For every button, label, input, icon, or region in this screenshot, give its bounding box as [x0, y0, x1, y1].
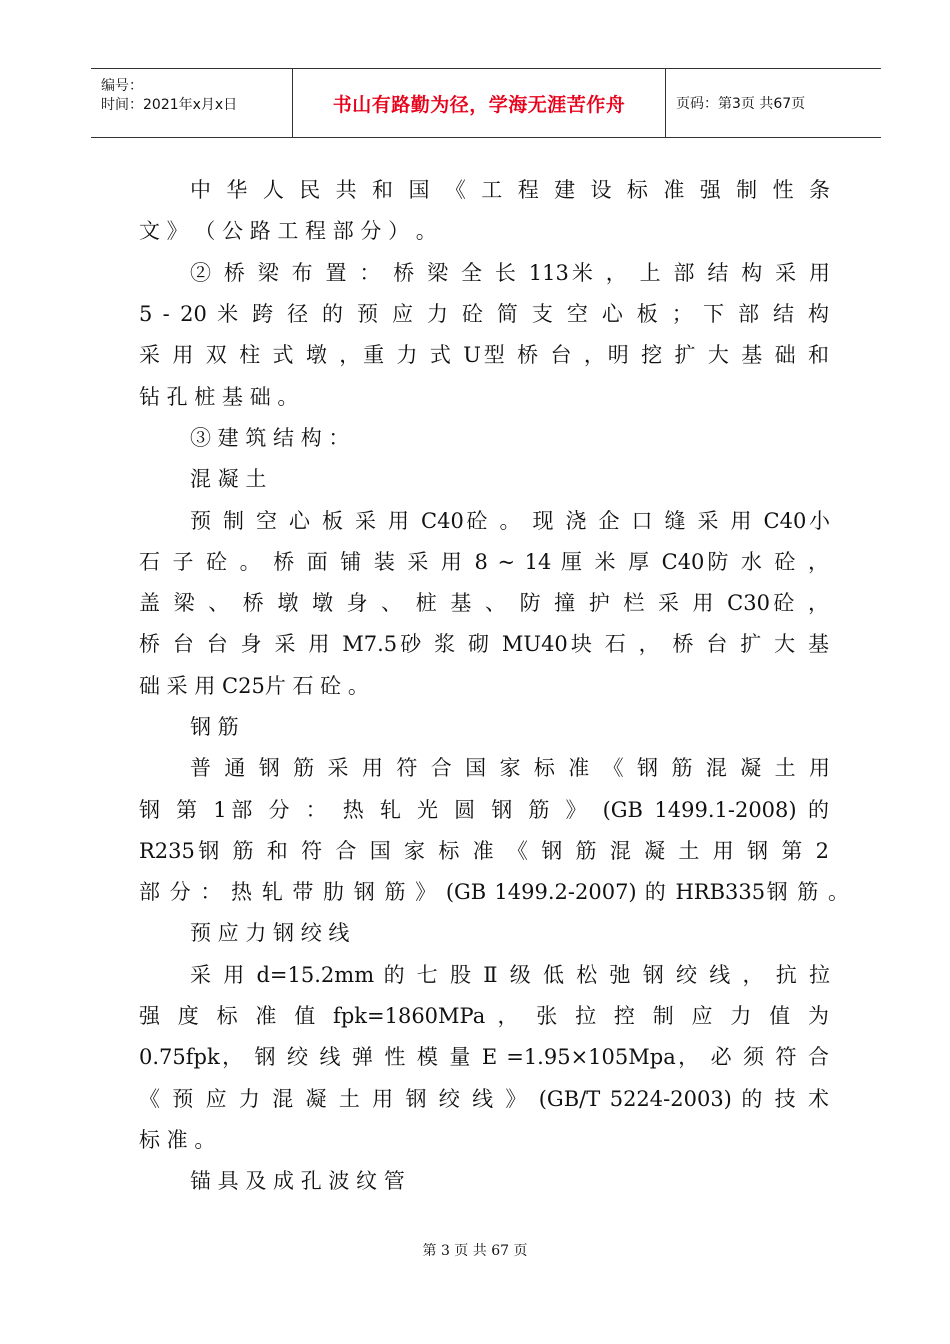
header-meta-cell [91, 69, 292, 137]
text-line: 强 度 标 准 值 fpk=1860MPa ， 张 拉 控 制 应 力 值 为 [139, 1004, 829, 1028]
section-heading: ③ 建 筑 结 构 ： [190, 426, 350, 450]
header-motto: 书山有路勤为径，学海无涯苦作舟 [332, 93, 626, 116]
text-line: 础 采 用 C25片 石 砼 。 [139, 674, 369, 698]
document-time-label: 时间：2021年x月x日 [101, 97, 238, 113]
page-footer: 第 3 页 共 67 页 [422, 1243, 528, 1259]
subsection-heading: 混 凝 土 [190, 467, 267, 491]
text-line: 采 用 双 柱 式 墩 ，重 力 式 U型 桥 台 ，明 挖 扩 大 基 础 和 [139, 343, 829, 367]
subsection-heading: 预 应 力 钢 绞 线 [190, 921, 350, 945]
text-line: 盖 梁 、 桥 墩 墩 身 、 桩 基 、 防 撞 护 栏 采 用 C30砼 ， [139, 591, 829, 615]
text-line: 5 - 20 米 跨 径 的 预 应 力 砼 简 支 空 心 板 ； 下 部 结 构 [139, 302, 829, 326]
text-line: 普 通 钢 筋 采 用 符 合 国 家 标 准 《 钢 筋 混 凝 土 用 [190, 756, 830, 780]
text-line: 预 制 空 心 板 采 用 C40砼 。 现 浇 企 口 缝 采 用 C40小 [190, 509, 830, 533]
text-line: 部 分 ： 热 轧 带 肋 钢 筋 》 (GB 1499.2-2007) 的 HRB335钢 筋 。 [139, 880, 849, 904]
text-line: 桥 台 台 身 采 用 M7.5砂 浆 砌 MU40块 石 ， 桥 台 扩 大 基 [139, 632, 829, 656]
text-line: 0.75fpk， 钢 绞 线 弹 性 模 量 E =1.95×105Mpa， 必 须 符 合 [139, 1045, 829, 1069]
text-line: ② 桥 梁 布 置 ： 桥 梁 全 长 113米 ， 上 部 结 构 采 用 [190, 261, 830, 285]
header-page-info: 页码：第3页 共67页 [676, 96, 806, 112]
text-line: 采 用 d=15.2mm 的 七 股 Ⅱ 级 低 松 弛 钢 绞 线 ， 抗 拉 [190, 963, 830, 987]
text-line: 标 准 。 [139, 1128, 216, 1152]
header-page-cell [666, 69, 881, 137]
text-line: 钻 孔 桩 基 础 。 [139, 385, 299, 409]
header-motto-cell [292, 69, 666, 137]
subsection-heading: 锚 具 及 成 孔 波 纹 管 [190, 1169, 405, 1193]
document-number-label: 编号： [101, 78, 143, 94]
text-line: 钢 第 1部 分 ： 热 轧 光 圆 钢 筋 》 (GB 1499.1-2008) 的 [139, 798, 829, 822]
document-header [91, 68, 881, 138]
subsection-heading: 钢 筋 [190, 715, 239, 739]
text-line: 中 华 人 民 共 和 国 《 工 程 建 设 标 准 强 制 性 条 [190, 178, 830, 202]
text-line: R235钢 筋 和 符 合 国 家 标 准 《 钢 筋 混 凝 土 用 钢 第 2 [139, 839, 829, 863]
text-line: 文 》 （ 公 路 工 程 部 分 ） 。 [139, 219, 437, 243]
text-line: 石 子 砼 。 桥 面 铺 装 采 用 8 ~ 14 厘 米 厚 C40防 水 砼 ， [139, 550, 829, 574]
text-line: 《 预 应 力 混 凝 土 用 钢 绞 线 》 (GB/T 5224-2003) 的 技 术 [139, 1087, 829, 1111]
